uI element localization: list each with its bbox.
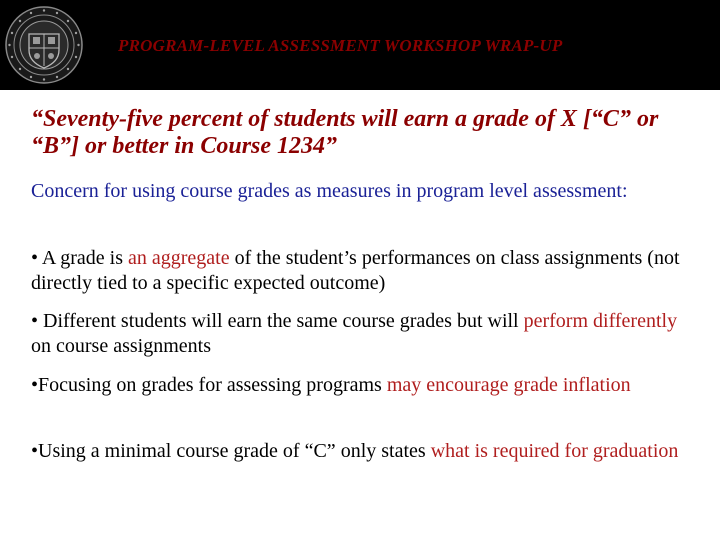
bullet-text: •Using a minimal course grade of “C” only states (31, 440, 431, 462)
bullet-highlight: an aggregate (128, 247, 230, 269)
bullet-highlight: perform differently (523, 310, 678, 332)
bullet-text: •Focusing on grades for assessing programs (31, 374, 387, 396)
bullet-highlight: what is required for graduation (430, 440, 679, 462)
university-seal-icon (5, 6, 83, 84)
bullet-grade-inflation (31, 373, 691, 398)
bullet-aggregate (31, 246, 691, 296)
bullet-highlight: may encourage grade inflation (386, 374, 631, 396)
slide-header (0, 0, 720, 90)
bullet-text: • Different students will earn the same course grades but will (31, 310, 524, 332)
bullet-text: of the student’s performances on class assignments (not directly tied to a specific expected outcome) (31, 247, 680, 294)
slide-title: PROGRAM-LEVEL ASSESSMENT WORKSHOP WRAP-UP (118, 36, 563, 55)
goal-quote: “Seventy-five percent of students will earn a grade of X [“C” or “B”] or better in Course 1234” (31, 106, 659, 159)
bullet-text: • A grade is (31, 247, 128, 269)
concern-intro: Concern for using course grades as measures in program level assessment: (31, 180, 628, 202)
bullet-perform-differently (31, 309, 691, 359)
bullet-text: on course assignments (31, 335, 211, 357)
bullet-minimal-grade (31, 439, 691, 464)
